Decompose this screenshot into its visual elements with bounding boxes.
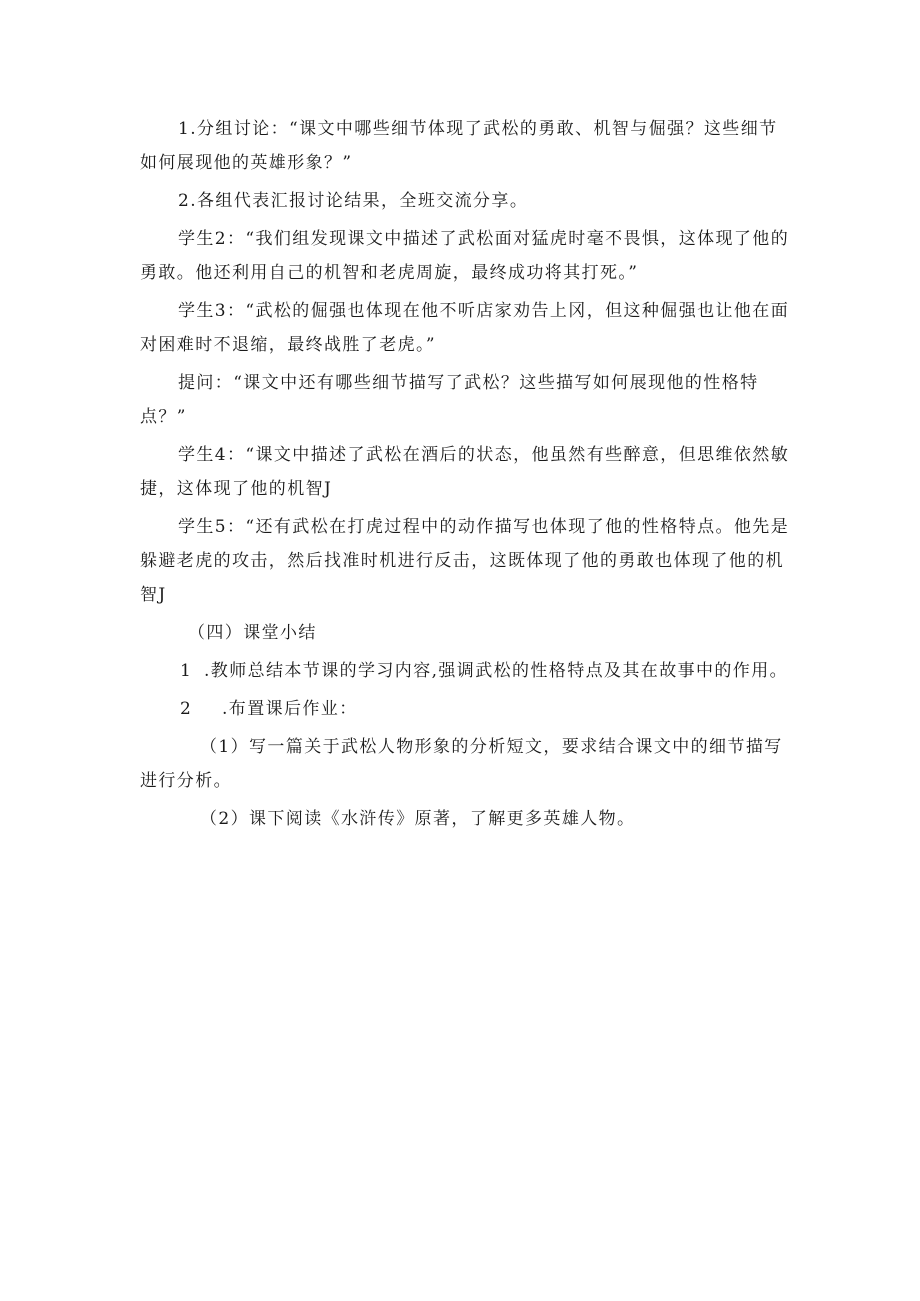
paragraph-group-report: 2.各组代表汇报讨论结果，全班交流分享。 (178, 191, 529, 211)
summary-item-2 (140, 692, 790, 726)
paragraph-student-2: 学生2：“我们组发现课文中描述了武松面对猛虎时毫不畏惧，这体现了他的勇敢。他还利用自己的机智和老虎周旋，最终成功将其打死。” (140, 229, 790, 283)
homework-item-1: （1）写一篇关于武松人物形象的分析短文，要求结合课文中的细节描写进行分析。 (140, 737, 783, 791)
paragraph-question: 提问：“课文中还有哪些细节描写了武松？这些描写如何展现他的性格特点？” (140, 373, 759, 427)
summary-item-text: .教师总结本节课的学习内容,强调武松的性格特点及其在故事中的作用。 (204, 661, 789, 681)
paragraph-student-4: 学生4：“课文中描述了武松在酒后的状态，他虽然有些醉意，但思维依然敏捷，这体现了他的机智J (140, 445, 790, 499)
summary-item-1 (140, 654, 790, 688)
summary-item-number: 1 (180, 661, 193, 681)
homework-item-2: （2）课下阅读《水浒传》原著，了解更多英雄人物。 (200, 809, 636, 829)
summary-item-number: 2 (180, 699, 193, 719)
paragraph-student-3: 学生3：“武松的倔强也体现在他不听店家劝告上冈，但这种倔强也让他在面对困难时不退缩，最终战胜了老虎。” (140, 301, 790, 355)
paragraph-student-5: 学生5：“还有武松在打虎过程中的动作描写也体现了他的性格特点。他先是躲避老虎的攻击，然后找准时机进行反击，这既体现了他的勇敢也体现了他的机智J (140, 517, 790, 605)
paragraph-group-discussion: 1.分组讨论：“课文中哪些细节体现了武松的勇敢、机智与倔强？这些细节如何展现他的英雄形象？” (140, 119, 778, 173)
summary-item-text: .布置课后作业： (222, 699, 358, 719)
section-heading: （四）课堂小结 (188, 623, 317, 643)
document-body (140, 112, 790, 836)
